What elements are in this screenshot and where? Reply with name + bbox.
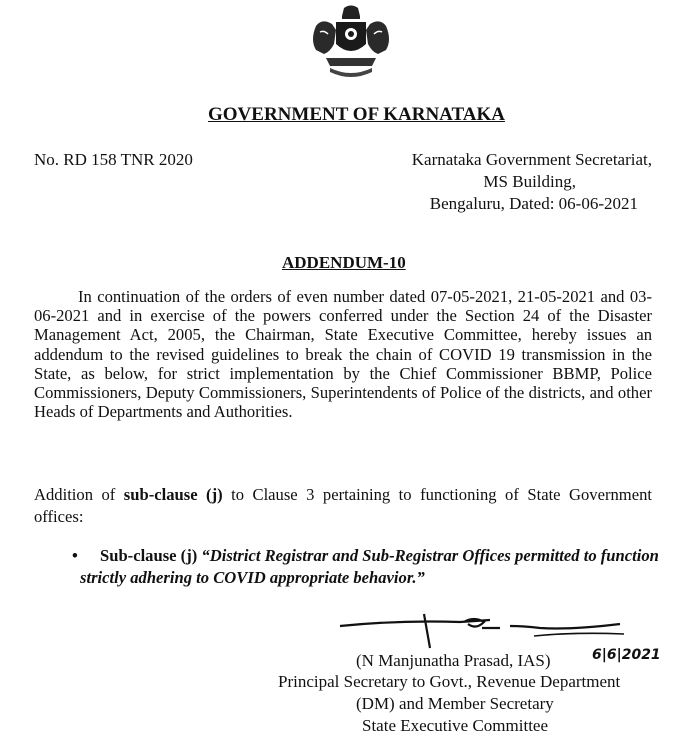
address-line-2: MS Building, (483, 172, 576, 191)
address-line-3: Bengaluru, Dated: 06-06-2021 (429, 194, 638, 213)
bullet-icon: • (72, 546, 78, 565)
body-paragraph-1: In continuation of the orders of even number dated 07-05-2021, 21-05-2021 and 03-06-2021 and in exercise of the powers conferred under the Section 24 of the Disaster Management Act, 2005, the Chairman, State Executive Committee, hereby issues an addendum to the revised guidelines to break the chain of COVID 19 transmission in the State, as below, for strict implementation by the Chief Commissioner BBMP, Police Commissioners, Deputy Commissioners, Superintendents of Police of the districts, and other Heads of Departments and Authorities. (34, 287, 652, 422)
government-heading: GOVERNMENT OF KARNATAKA (208, 104, 505, 125)
karnataka-emblem-icon (308, 4, 394, 78)
designation-line-1: Principal Secretary to Govt., Revenue Department (278, 672, 621, 691)
designation-line-2: (DM) and Member Secretary (356, 694, 554, 713)
bullet-text: “District Registrar and Sub-Registrar Offices permitted to function strictly adhering to COVID appropriate behavior.” (80, 546, 659, 587)
paragraph2-bold: sub-clause (j) (123, 485, 223, 504)
handwritten-signature-icon (334, 612, 634, 652)
handwritten-date: 6|6|2021 (592, 647, 661, 663)
paragraph2-post: to Clause 3 pertaining to functioning of State Government offices: (34, 485, 652, 526)
bullet-label: Sub-clause (j) (100, 546, 198, 565)
addendum-title: ADDENDUM-10 (282, 253, 406, 272)
body-paragraph-2 (34, 484, 652, 528)
address-line-1: Karnataka Government Secretariat, (411, 150, 652, 169)
order-number: No. RD 158 TNR 2020 (34, 150, 193, 169)
designation-line-3: State Executive Committee (362, 716, 549, 735)
list-item (72, 545, 660, 589)
signatory-name: (N Manjunatha Prasad, IAS) (356, 651, 551, 670)
paragraph2-pre: Addition of (34, 485, 116, 504)
